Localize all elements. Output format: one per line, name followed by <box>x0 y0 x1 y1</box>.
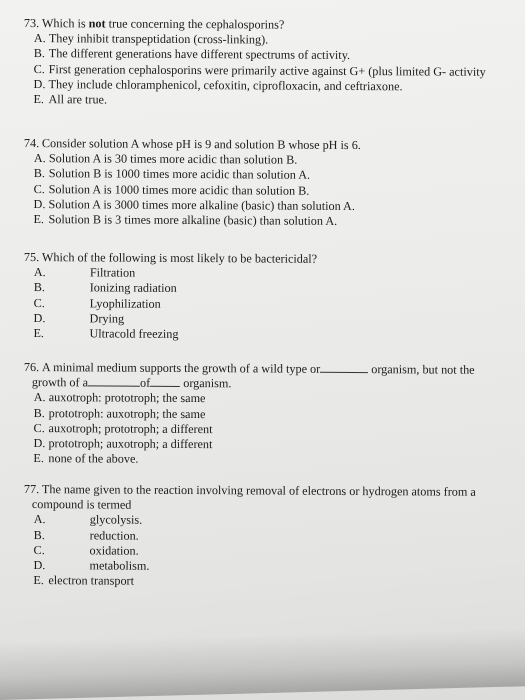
option-text: glycolysis. <box>89 512 143 528</box>
option-text: Drying <box>89 311 125 326</box>
option-text: none of the above. <box>48 451 139 466</box>
option-text: Solution B is 1000 times more acidic than solution A. <box>48 166 311 183</box>
option-text: Solution A is 1000 times more acidic than solution B. <box>48 181 310 198</box>
stem-emphasis: not <box>88 16 106 31</box>
option-letter: A. <box>33 265 46 280</box>
fill-in-blank <box>320 362 368 373</box>
option-letter: A. <box>33 31 46 46</box>
answer-option <box>23 573 523 591</box>
stem-text-part: of <box>140 375 151 390</box>
question-77 <box>23 482 524 591</box>
question-number: 76. <box>23 360 40 375</box>
option-letter: C. <box>33 420 45 435</box>
option-letter: B. <box>33 46 46 61</box>
option-letter: C. <box>33 295 45 310</box>
option-letter: C. <box>33 61 45 76</box>
option-letter: A. <box>33 390 46 405</box>
question-stem-continued: compound is termed <box>31 497 132 512</box>
option-letter: B. <box>33 405 45 420</box>
option-letter: E. <box>33 92 45 107</box>
option-letter: D. <box>33 310 46 325</box>
option-text: Solution A is 3000 times more alkaline (basic) than solution A. <box>48 196 355 213</box>
question-stem: The name given to the reaction involving removal of electrons or hydrogen atoms from a <box>41 482 476 499</box>
option-text: electron transport <box>48 573 135 588</box>
option-letter: D. <box>33 436 46 451</box>
option-letter: D. <box>33 196 46 211</box>
option-text: Solution B is 3 times more alkaline (basic) than solution A. <box>48 212 338 228</box>
option-letter: A. <box>33 151 46 166</box>
option-letter: D. <box>33 76 46 91</box>
option-text: metabolism. <box>89 558 150 573</box>
option-letter: C. <box>33 542 45 557</box>
fill-in-blank <box>88 376 140 387</box>
stem-text-part: growth of a <box>31 375 89 390</box>
question-stem: Consider solution A whose pH is 9 and solution B whose pH is 6. <box>41 136 361 153</box>
option-letter: E. <box>33 451 44 466</box>
option-letter: E. <box>33 212 45 227</box>
question-74 <box>23 136 524 230</box>
fill-in-blank <box>150 376 180 387</box>
option-letter: C. <box>33 181 45 196</box>
option-letter: A. <box>33 512 46 527</box>
question-76 <box>23 360 524 469</box>
option-text: Solution A is 30 times more acidic than solution B. <box>48 151 298 167</box>
option-letter: B. <box>33 280 46 295</box>
stem-text-part: organism, but not the <box>371 362 475 377</box>
option-letter: B. <box>33 527 45 542</box>
question-number: 74. <box>23 136 40 151</box>
question-number: 73. <box>23 16 40 31</box>
option-text: The different generations have different spectrums of activity. <box>48 46 351 63</box>
option-text: Ionizing radiation <box>89 280 177 296</box>
option-text: Ultracold freezing <box>89 326 179 341</box>
answer-option <box>23 92 523 110</box>
option-text: auxotroph; prototroph; a different <box>48 420 213 436</box>
stem-text-part: true concerning the cephalosporins? <box>105 16 285 32</box>
stem-text-part: A minimal medium supports the growth of a wild type or <box>41 360 321 376</box>
option-text: Lyophilization <box>89 296 161 311</box>
option-text: First generation cephalosporins were primarily active against G+ (plus limited G- activity <box>48 61 486 79</box>
answer-option <box>23 212 523 230</box>
question-75 <box>23 250 524 344</box>
option-text: oxidation. <box>89 543 139 558</box>
option-letter: B. <box>33 166 46 181</box>
stem-text-part: Which is <box>41 16 89 31</box>
option-text: auxotroph: prototroph; the same <box>48 390 206 406</box>
stem-text-part: organism. <box>183 376 232 391</box>
option-letter: D. <box>33 558 46 573</box>
question-number: 75. <box>23 250 40 265</box>
option-letter: E. <box>33 326 45 341</box>
question-73 <box>23 16 524 110</box>
option-text: prototroph; auxotroph; a different <box>48 436 213 452</box>
option-text: They inhibit transpeptidation (cross-linking). <box>48 31 269 47</box>
option-text: Filtration <box>89 265 136 280</box>
option-text: reduction. <box>89 528 139 543</box>
option-letter: E. <box>33 573 44 588</box>
question-number: 77. <box>23 482 40 497</box>
page-bottom-shadow <box>0 628 525 700</box>
option-text: They include chloramphenicol, cefoxitin, ciprofloxacin, and ceftriaxone. <box>48 76 403 94</box>
question-stem: Which of the following is most likely to be bactericidal? <box>41 250 318 266</box>
option-text: All are true. <box>48 92 108 107</box>
answer-option <box>23 451 523 469</box>
option-text: prototroph: auxotroph; the same <box>48 405 206 421</box>
answer-option <box>23 326 523 344</box>
